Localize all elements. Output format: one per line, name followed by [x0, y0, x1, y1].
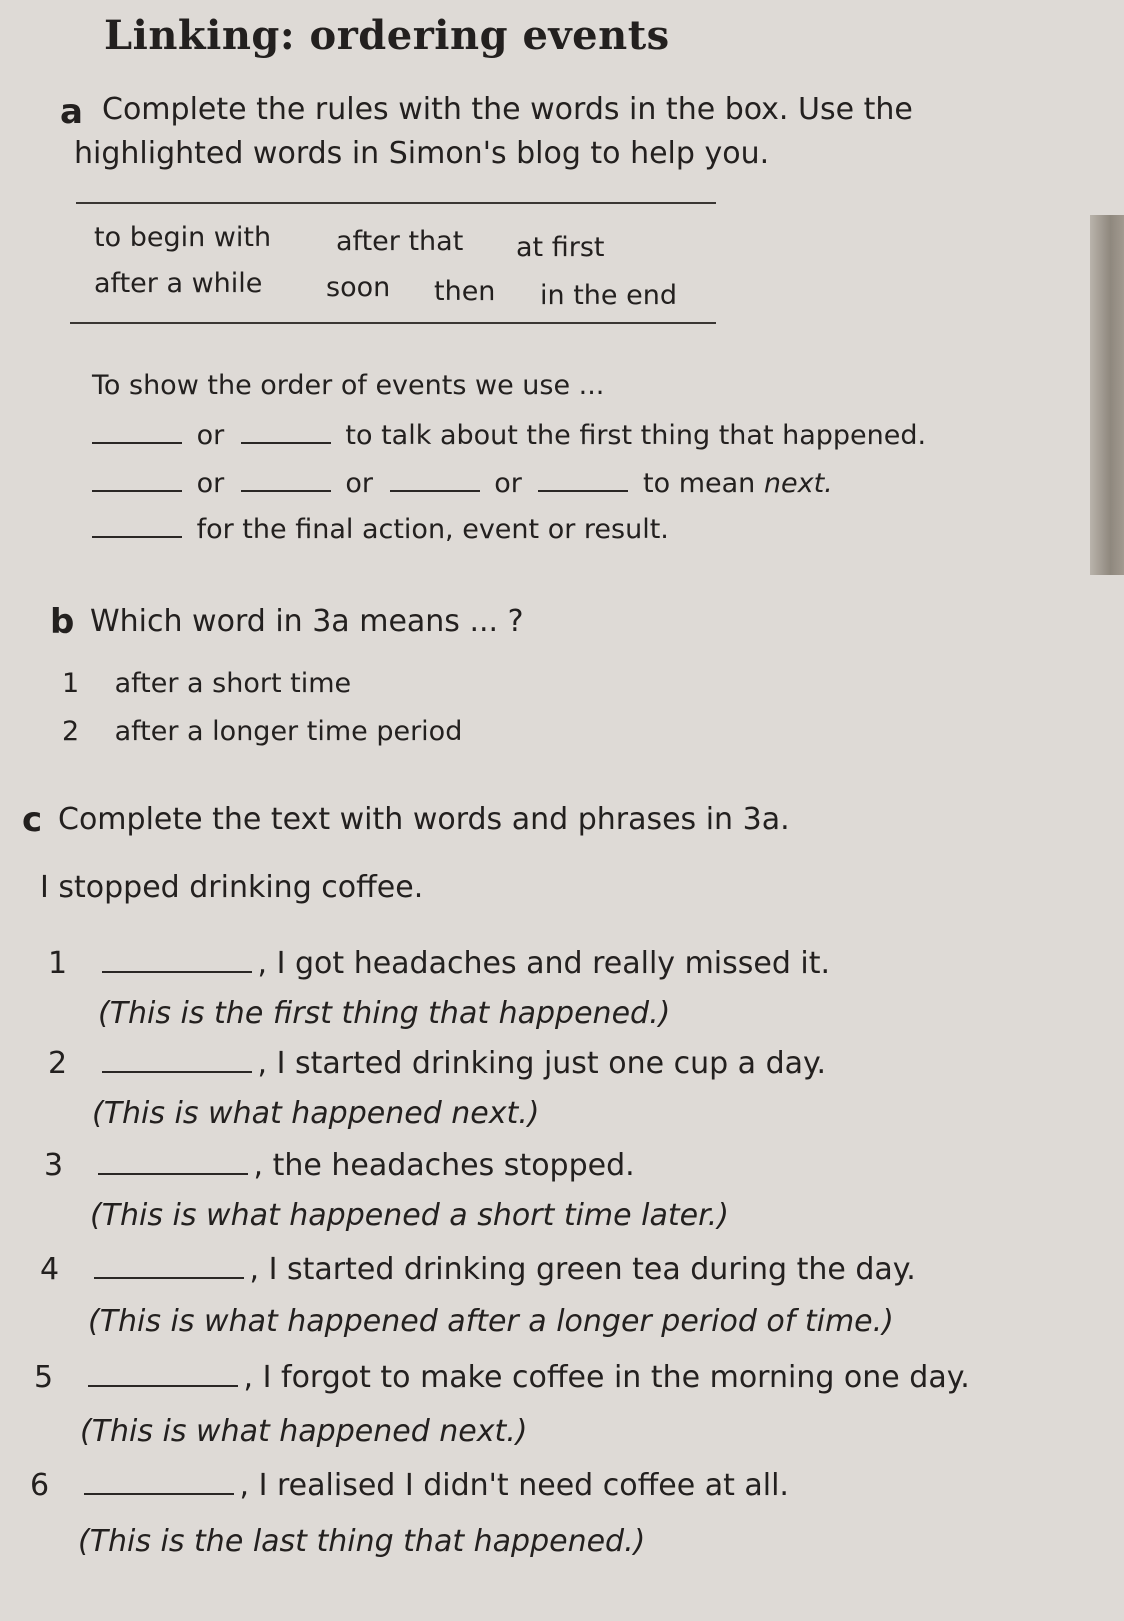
section-c-instruction: Complete the text with words and phrases in 3a. — [58, 802, 790, 837]
box-word-to-begin-with: to begin with — [94, 222, 272, 253]
box-word-soon: soon — [326, 272, 391, 303]
section-c-intro: I stopped drinking coffee. — [40, 870, 424, 905]
section-c-item-5-number: 5 — [34, 1360, 54, 1395]
section-b-item-2 — [62, 716, 462, 747]
section-c-item-6-text: , I realised I didn't need coffee at all. — [239, 1468, 789, 1503]
section-c-item-1-note: (This is the first thing that happened.) — [98, 996, 671, 1031]
section-c-item-3-blank[interactable] — [98, 1172, 248, 1175]
rule-3 — [92, 514, 669, 545]
section-c-item-5-text: , I forgot to make coffee in the morning one day. — [243, 1360, 970, 1395]
section-b-item-1-number: 1 — [62, 668, 80, 699]
rule-2-blank-2[interactable] — [241, 489, 331, 492]
rule-2-blank-3[interactable] — [390, 489, 480, 492]
section-c-item-3 — [44, 1148, 635, 1183]
section-c-item-5-blank[interactable] — [88, 1384, 238, 1387]
section-c-item-3-number: 3 — [44, 1148, 64, 1183]
box-word-after-that: after that — [336, 226, 464, 257]
rule-1-blank-2[interactable] — [241, 441, 331, 444]
rule-2-or-3: or — [494, 468, 522, 499]
section-c-item-3-text: , the headaches stopped. — [253, 1148, 635, 1183]
rule-1-or: or — [196, 420, 225, 451]
word-box-top-line — [76, 202, 716, 204]
section-c-item-6-number: 6 — [30, 1468, 50, 1503]
section-b-item-1 — [62, 668, 351, 699]
section-a-instruction-line2: highlighted words in Simon's blog to help you. — [74, 136, 770, 171]
rule-2-blank-4[interactable] — [538, 489, 628, 492]
section-b-item-1-text: after a short time — [114, 668, 352, 699]
rule-1 — [92, 420, 926, 451]
section-c-letter: c — [22, 800, 43, 840]
section-b-item-2-number: 2 — [62, 716, 80, 747]
section-b-question: Which word in 3a means ... ? — [90, 604, 524, 639]
section-c-item-4-text: , I started drinking green tea during the day. — [249, 1252, 916, 1287]
section-c-item-4-blank[interactable] — [94, 1276, 244, 1279]
rule-2-next: next. — [763, 468, 833, 499]
section-c-item-4-note: (This is what happened after a longer period of time.) — [88, 1304, 894, 1339]
page-edge-shadow — [1090, 215, 1124, 575]
box-word-at-first: at first — [516, 232, 605, 263]
box-word-after-a-while: after a while — [94, 268, 263, 299]
rule-1-text: to talk about the first thing that happened. — [345, 420, 927, 451]
rule-2-or-2: or — [345, 468, 374, 499]
section-c-item-6 — [30, 1468, 789, 1503]
rule-3-text: for the final action, event or result. — [196, 514, 669, 545]
box-word-then: then — [434, 276, 496, 307]
section-c-item-2-note: (This is what happened next.) — [92, 1096, 540, 1131]
box-word-in-the-end: in the end — [540, 280, 677, 311]
section-c-item-1 — [48, 946, 830, 981]
section-c-item-4 — [40, 1252, 916, 1287]
rule-2-text: to mean — [643, 468, 756, 499]
section-c-item-2-text: , I started drinking just one cup a day. — [257, 1046, 827, 1081]
section-c-item-2 — [48, 1046, 826, 1081]
section-a-instruction-line1: Complete the rules with the words in the box. Use the — [102, 92, 913, 127]
section-c-item-2-blank[interactable] — [102, 1070, 252, 1073]
section-c-item-1-blank[interactable] — [102, 970, 252, 973]
section-c-item-6-blank[interactable] — [84, 1492, 234, 1495]
section-b-letter: b — [50, 602, 75, 642]
rule-3-blank[interactable] — [92, 535, 182, 538]
rule-2 — [92, 468, 833, 499]
section-c-item-3-note: (This is what happened a short time later.) — [90, 1198, 729, 1233]
section-c-item-1-number: 1 — [48, 946, 68, 981]
rule-2-or-1: or — [196, 468, 225, 499]
page-title: Linking: ordering events — [104, 12, 670, 59]
rule-1-blank-1[interactable] — [92, 441, 182, 444]
word-box-bottom-line — [70, 322, 716, 324]
section-c-item-6-note: (This is the last thing that happened.) — [78, 1524, 646, 1559]
section-b-item-2-text: after a longer time period — [114, 716, 463, 747]
section-c-item-2-number: 2 — [48, 1046, 68, 1081]
section-c-item-4-number: 4 — [40, 1252, 60, 1287]
section-c-item-5-note: (This is what happened next.) — [80, 1414, 528, 1449]
section-a-letter: a — [60, 92, 83, 132]
section-c-item-5 — [34, 1360, 970, 1395]
section-c-item-1-text: , I got headaches and really missed it. — [257, 946, 831, 981]
rules-intro: To show the order of events we use ... — [92, 370, 605, 401]
rule-2-blank-1[interactable] — [92, 489, 182, 492]
